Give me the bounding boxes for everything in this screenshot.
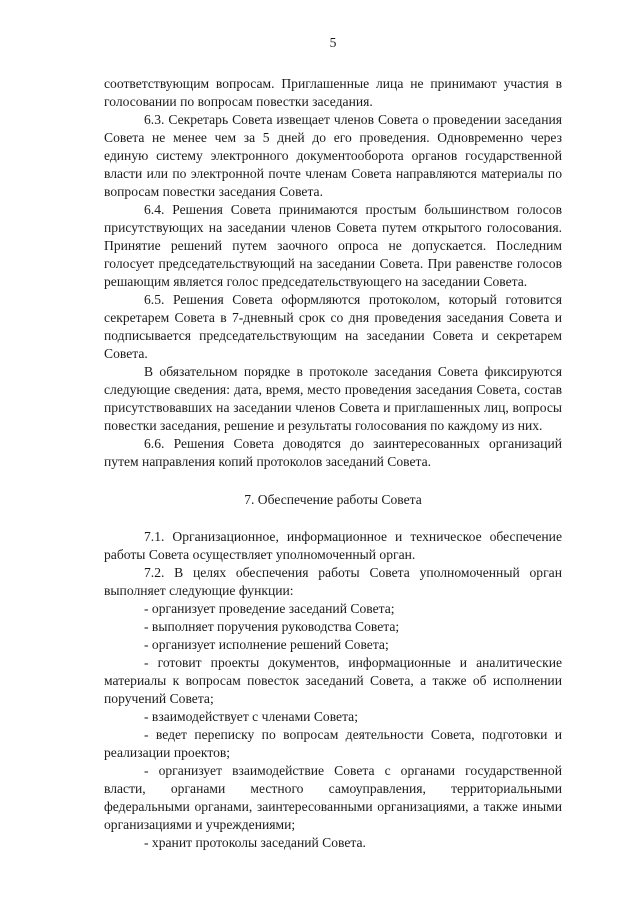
paragraph-6-3: 6.3. Секретарь Совета извещает членов Совета о проведении заседания Совета не менее чем за 5 дней до его проведения. Одновременно через единую систему электронного документооборота органов государственной власти или по электронной почте членам Совета направляются материалы по вопросам повестки заседания Совета.	[104, 112, 562, 199]
list-item: - взаимодействует с членами Совета;	[144, 709, 358, 724]
list-item: - организует взаимодействие Совета с органами государственной власти, органами местного самоуправления, территориальными федеральными органами, заинтересованными организациями, а также иными организациями и учреждениями;	[104, 763, 562, 832]
paragraph-6-6: 6.6. Решения Совета доводятся до заинтересованных организаций путем направления копий протоколов заседаний Совета.	[104, 436, 562, 469]
paragraph-protocol-details: В обязательном порядке в протоколе заседания Совета фиксируются следующие сведения: дата, время, место проведения заседания Совета, состав присутствовавших на заседании членов Совета и приглашенных лиц, вопросы повестки заседания, решение и результаты голосования по каждому из них.	[104, 364, 562, 433]
list-item: - организует исполнение решений Совета;	[144, 637, 389, 652]
page-number: 5	[329, 35, 337, 50]
paragraph-continuation: соответствующим вопросам. Приглашенные лица не принимают участия в голосовании по вопросам повестки заседания.	[104, 76, 562, 109]
list-item: - готовит проекты документов, информационные и аналитические материалы к вопросам повесток заседаний Совета, а также об исполнении поручений Совета;	[104, 655, 562, 706]
paragraph-7-1: 7.1. Организационное, информационное и техническое обеспечение работы Совета осуществляет уполномоченный орган.	[104, 529, 562, 562]
list-item: - организует проведение заседаний Совета;	[144, 601, 395, 616]
paragraph-6-5: 6.5. Решения Совета оформляются протоколом, который готовится секретарем Совета в 7-дневный срок со дня проведения заседания Совета и подписывается председательствующим на заседании Совета и секретарем Совета.	[104, 292, 562, 361]
paragraph-6-4: 6.4. Решения Совета принимаются простым большинством голосов присутствующих на заседании членов Совета путем открытого голосования. Принятие решений путем заочного опроса не допускается. Последним голосует председательствующий на заседании Совета. При равенстве голосов решающим является голос председательствующего на заседании Совета.	[104, 202, 562, 289]
list-item: - выполняет поручения руководства Совета;	[144, 619, 400, 634]
list-item: - ведет переписку по вопросам деятельности Совета, подготовки и реализации проектов;	[104, 727, 562, 760]
section-heading: 7. Обеспечение работы Совета	[244, 492, 422, 507]
document-page	[104, 34, 562, 852]
paragraph-7-2: 7.2. В целях обеспечения работы Совета уполномоченный орган выполняет следующие функции:	[104, 565, 562, 598]
list-item: - хранит протоколы заседаний Совета.	[144, 835, 366, 850]
